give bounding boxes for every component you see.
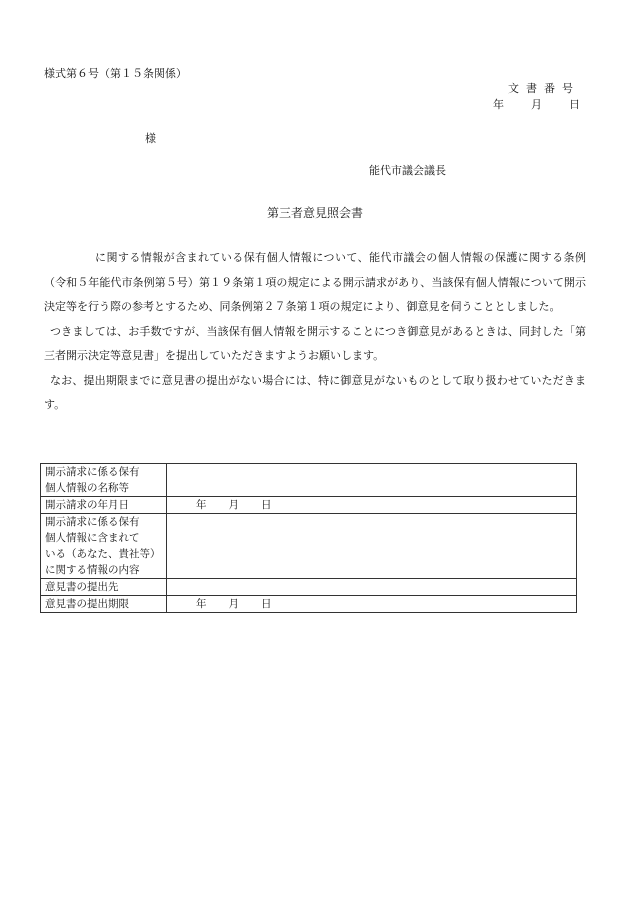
body-paragraph-1: に関する情報が含まれている保有個人情報について、能代市議会の個人情報の保護に関する条例（令和５年能代市条例第５号）第１９条第１項の規定による開示請求があり、当該保有個人情報について開示決定等を行う際の参考とするため、同条例第２７条第１項の規定により、御意見を伺うこととしました。 bbox=[44, 251, 586, 313]
row-label: 開示請求に係る保有 個人情報に含まれて いる（あなた、貴社等） に関する情報の内容 bbox=[41, 514, 167, 579]
form-number: 様式第６号（第１５条関係） bbox=[44, 67, 187, 80]
body-paragraph-3: なお、提出期限までに意見書の提出がない場合には、特に御意見がないものとして取り扱わせていただきます。 bbox=[44, 373, 586, 411]
table-row bbox=[41, 464, 577, 497]
row-label: 開示請求の年月日 bbox=[41, 497, 167, 514]
row-value-date: 年 月 日 bbox=[167, 497, 577, 514]
table-row bbox=[41, 596, 577, 613]
date-month: 月 bbox=[531, 98, 542, 111]
body-text bbox=[44, 246, 586, 418]
table-row bbox=[41, 514, 577, 579]
table-row bbox=[41, 497, 577, 514]
document-date bbox=[493, 96, 580, 112]
row-label: 意見書の提出先 bbox=[41, 579, 167, 596]
sender-name: 能代市議会議長 bbox=[369, 164, 446, 177]
row-label: 開示請求に係る保有 個人情報の名称等 bbox=[41, 464, 167, 497]
row-value bbox=[167, 464, 577, 497]
document-number-label: 文書番号 bbox=[508, 82, 580, 95]
row-value bbox=[167, 579, 577, 596]
recipient-honorific: 様 bbox=[145, 132, 156, 145]
date-day: 日 bbox=[569, 98, 580, 111]
row-label: 意見書の提出期限 bbox=[41, 596, 167, 613]
row-value bbox=[167, 514, 577, 579]
body-paragraph-2: つきましては、お手数ですが、当該保有個人情報を開示することにつき御意見があるときは、同封した「第三者開示決定等意見書」を提出していただきますようお願いします。 bbox=[44, 324, 586, 362]
document-title: 第三者意見照会書 bbox=[266, 206, 363, 220]
info-table bbox=[40, 463, 577, 613]
table-row bbox=[41, 579, 577, 596]
date-year: 年 bbox=[493, 98, 504, 111]
row-value-date: 年 月 日 bbox=[167, 596, 577, 613]
